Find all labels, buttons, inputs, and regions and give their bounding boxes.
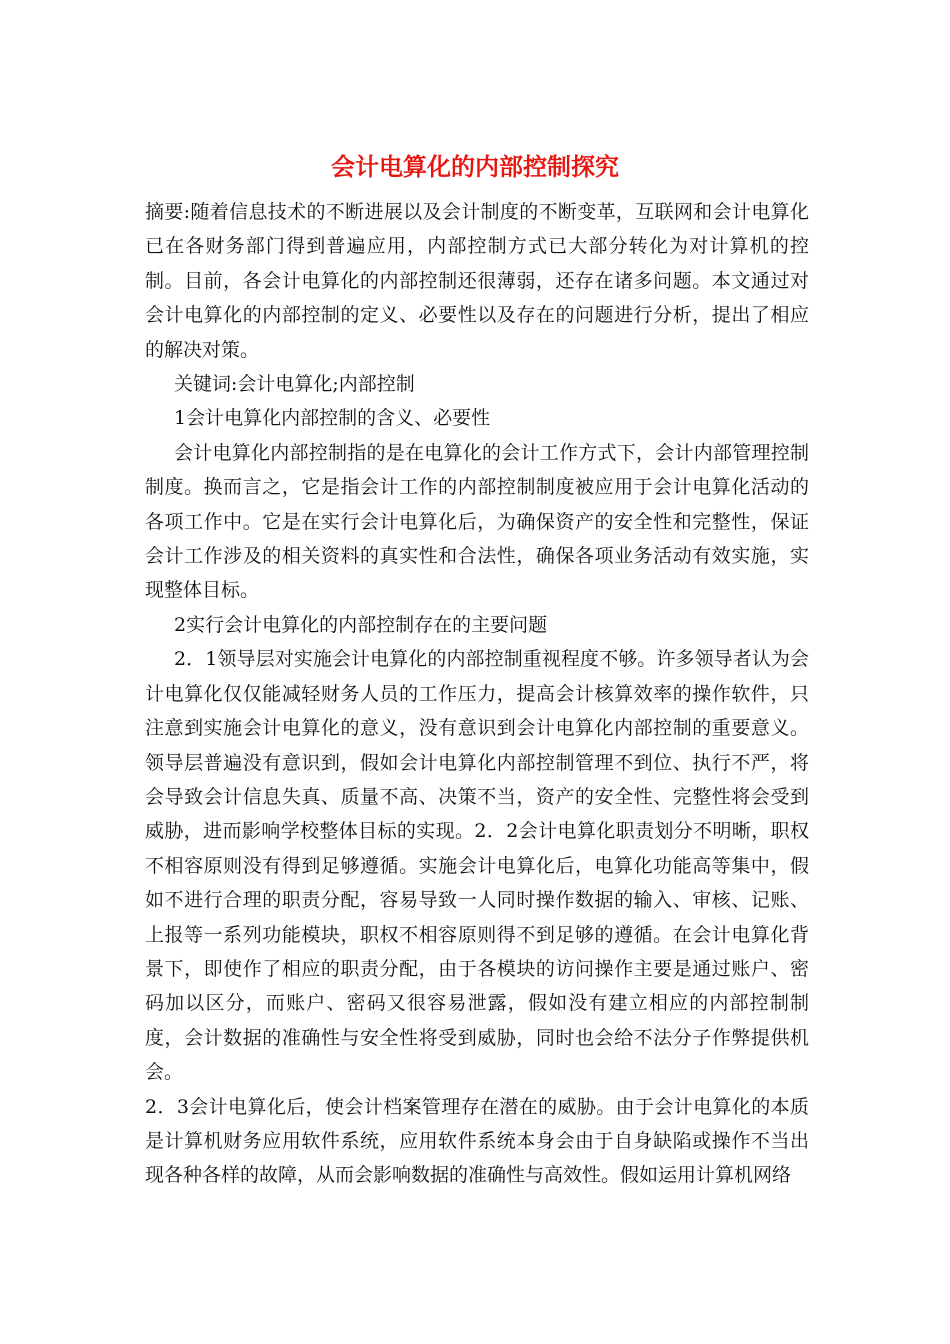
body-paragraph: 会计电算化内部控制指的是在电算化的会计工作方式下，会计内部管理控制制度。换而言之，它是指会计工作的内部控制制度被应用于会计电算化活动的各项工作中。它是在实行会计电算化后，为确保资产的安全性和完整性，保证会计工作涉及的相关资料的真实性和合法性，确保各项业务活动有效实施，实现整体目标。 <box>145 441 809 602</box>
section-heading-1: 1会计电算化内部控制的含义、必要性 <box>174 407 491 430</box>
body-paragraph: 2．3会计电算化后，使会计档案管理存在潜在的威胁。由于会计电算化的本质是计算机财务应用软件系统，应用软件系统本身会由于自身缺陷或操作不当出现各种各样的故障，从而会影响数据的准确性与高效性。假如运用计算机网络 <box>145 1095 809 1187</box>
document-title: 会计电算化的内部控制探究 <box>331 152 619 181</box>
section-heading-2: 2实行会计电算化的内部控制存在的主要问题 <box>174 613 548 636</box>
body-paragraph: 2．1领导层对实施会计电算化的内部控制重视程度不够。许多领导者认为会计电算化仅仅能减轻财务人员的工作压力，提高会计核算效率的操作软件，只注意到实施会计电算化的意义，没有意识到会计电算化内部控制的重要意义。领导层普遍没有意识到，假如会计电算化内部控制管理不到位、执行不严，将会导致会计信息失真、质量不高、决策不当，资产的安全性、完整性将会受到威胁，进而影响学校整体目标的实现。2．2会计电算化职责划分不明晰，职权不相容原则没有得到足够遵循。实施会计电算化后，电算化功能高等集中，假如不进行合理的职责分配，容易导致一人同时操作数据的输入、审核、记账、上报等一系列功能模块，职权不相容原则得不到足够的遵循。在会计电算化背景下，即使作了相应的职责分配，由于各模块的访问操作主要是通过账户、密码加以区分，而账户、密码又很容易泄露，假如没有建立相应的内部控制制度，会计数据的准确性与安全性将受到威胁，同时也会给不法分子作弊提供机会。 <box>145 648 809 1084</box>
abstract-paragraph: 摘要:随着信息技术的不断进展以及会计制度的不断变革，互联网和会计电算化已在各财务部门得到普遍应用，内部控制方式已大部分转化为对计算机的控制。目前，各会计电算化的内部控制还很薄弱，还存在诸多问题。本文通过对会计电算化的内部控制的定义、必要性以及存在的问题进行分析，提出了相应的解决对策。 <box>145 201 809 361</box>
keywords-paragraph: 关键词:会计电算化;内部控制 <box>174 373 415 396</box>
document-body <box>145 195 809 1193</box>
